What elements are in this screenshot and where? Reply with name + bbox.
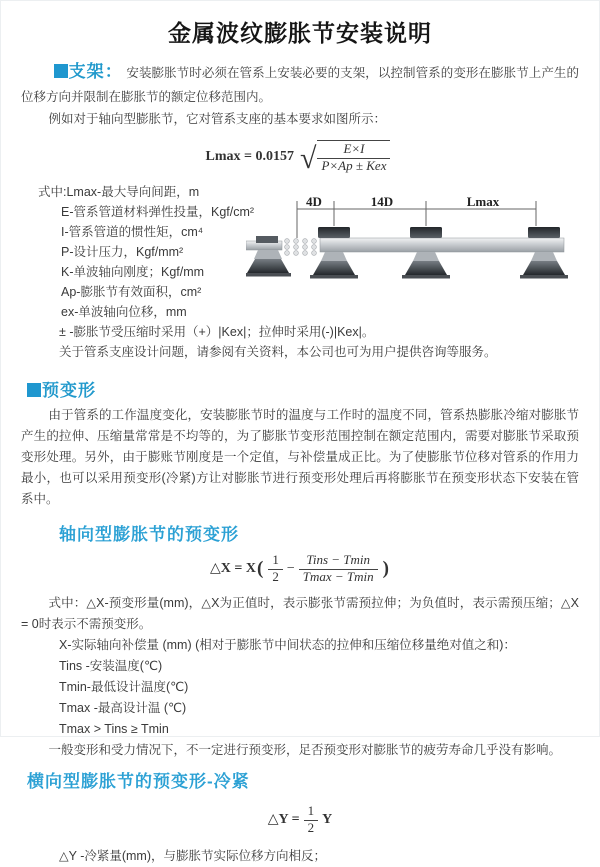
- definition-line: 式中:Lmax-最大导向间距，m: [38, 184, 200, 199]
- preform-section-heading: 预变形: [42, 380, 96, 400]
- one-half-fraction: [268, 553, 283, 585]
- lmax-fraction-denominator: P×Ap ± Kex: [321, 157, 387, 173]
- dx-formula-lhs: △X = X: [210, 561, 256, 577]
- lateral-preform-heading: 横向型膨胀节的预变形-冷紧: [27, 771, 250, 791]
- section-square-icon: [27, 383, 41, 397]
- fraction-denominator: 2: [307, 819, 315, 835]
- fraction-numerator: 1: [304, 804, 319, 821]
- param-tins: Tins -安装温度(℃): [59, 658, 163, 673]
- definition-line: E-管系管道材料弹性投量，Kgf/cm²: [61, 204, 255, 219]
- bellows-icon: [285, 239, 317, 256]
- fraction-numerator: Tins − Tmin: [299, 553, 378, 570]
- dy-formula-rhs: Y: [322, 811, 333, 827]
- temperature-fraction: [299, 553, 378, 585]
- support-section-paragraph: [21, 60, 579, 109]
- support-example-line: 例如对于轴向型膨胀节，它对管系支座的基本要求如图所示：: [48, 112, 387, 126]
- x-definition-line: X-实际轴向补偿量 (mm) (相对于膨胀节中间状态的拉伸和压缩位移量绝对值之和)：: [59, 637, 516, 652]
- dy-formula-lhs: △Y =: [267, 812, 300, 828]
- definition-line: Ap-膨胀节有效面积，cm²: [61, 284, 202, 299]
- section-square-icon: [54, 64, 68, 78]
- left-paren: (: [257, 558, 264, 580]
- lmax-formula-lhs: Lmax = 0.0157: [205, 148, 294, 164]
- dy-note-line: △Y -冷紧量(mm)，与膨胀节实际位移方向相反；: [59, 848, 327, 863]
- preform-section-heading-row: [21, 376, 579, 401]
- definition-line: ex-单波轴向位移，mm: [61, 304, 187, 319]
- definition-line: I-管系管道的惯性矩，cm⁴: [61, 224, 204, 239]
- lateral-preform-formula: [268, 804, 332, 836]
- dx-explain-paragraph: 式中：△X-预变形量(mm)，△X为正值时，表示膨张节需预拉伸；为负值时，表示需预压缩；△X = 0时表示不需预变形。: [21, 595, 579, 631]
- guide-support: [402, 227, 450, 279]
- guide-support: [310, 227, 358, 279]
- param-inequality: Tmax > Tins ≥ Tmin: [59, 721, 169, 736]
- dim-label-lmax: Lmax: [466, 194, 500, 209]
- minus-sign: −: [286, 560, 295, 576]
- sign-convention-note: ± -膨胀节受压缩时采用（+）|Kex|；拉伸时采用(-)|Kex|。: [59, 324, 375, 339]
- page-title: 金属波纹膨胀节安装说明: [168, 20, 432, 46]
- support-spacing-diagram: [246, 193, 596, 293]
- right-paren: ): [382, 558, 389, 580]
- dim-label-4d: 4D: [306, 194, 322, 209]
- support-intro-text: 安装膨胀节时必须在管系上安装必要的支架，以控制管系的变形在膨胀节上产生的位移方向并限制在膨胀节的额定位移范围内。: [21, 66, 580, 104]
- guide-support: [520, 227, 568, 279]
- support-section-heading: 支架：: [68, 62, 123, 81]
- one-half-fraction: [304, 804, 319, 836]
- definition-line: K-单波轴向刚度；Kgf/mm: [61, 264, 205, 279]
- preform-body-paragraph: 由于管系的工作温度变化，安装膨胀节时的温度与工作时的温度不同，管系热膨胀冷缩对膨胀节产生的拉伸、压缩量常常是不均等的，为了膨胀节变形范围控制在额定范围内，需要对膨胀节采取预变形处理。另外，由于膨账节刚度是一个定值，与补偿量成正比。为了使膨胀节位移对管系的作用力最小，也可以采用预变形(冷紧)方让对膨胀节进行预变形处理后再将膨胀节在预变形状态下安装在管系中。: [21, 407, 579, 506]
- dim-label-14d: 14D: [370, 194, 394, 209]
- definition-line: P-设计压力，Kgf/mm²: [61, 244, 184, 259]
- fraction-denominator: Tmax − Tmin: [302, 568, 374, 584]
- service-note: 关于管系支座设计问题，请参阅有关资料，本公司也可为用户提供咨询等服务。: [59, 344, 497, 359]
- lmax-formula: [206, 140, 395, 174]
- axial-preform-formula: [210, 553, 390, 585]
- main-pipe: [320, 238, 564, 252]
- param-tmax: Tmax -最高设计温 (℃): [59, 700, 187, 715]
- param-tmin: Tmin-最低设计温度(℃): [59, 679, 189, 694]
- lmax-fraction-numerator: E×I: [317, 142, 390, 159]
- fraction-numerator: 1: [268, 553, 283, 570]
- axial-preform-heading: 轴向型膨胀节的预变形: [59, 524, 239, 544]
- fraction-denominator: 2: [272, 568, 279, 584]
- sqrt-radical-icon: √: [300, 142, 317, 176]
- lmax-formula-fraction: [317, 140, 390, 174]
- axial-note-line: 一般变形和受力情况下，不一定进行预变形，足否预变形对膨胀节的疲劳寿命几乎没有影响。: [48, 742, 562, 757]
